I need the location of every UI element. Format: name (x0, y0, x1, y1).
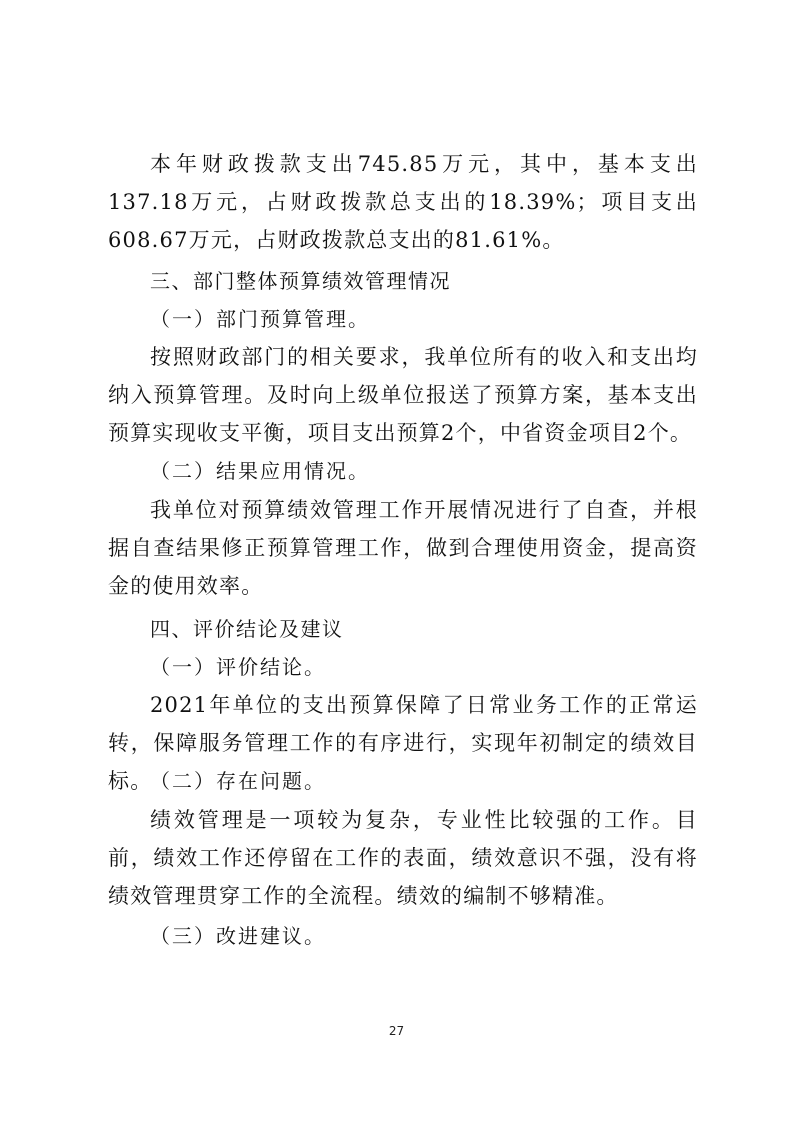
section-heading-4: 四、评价结论及建议 (150, 617, 344, 641)
paragraph-fiscal-expenditure: 本年财政拨款支出745.85万元，其中，基本支出137.18万元，占财政拨款总支出的18.39%；项目支出608.67万元，占财政拨款总支出的81.61%。 (108, 152, 698, 252)
paragraph-result-application: 我单位对预算绩效管理工作开展情况进行了自查，并根据自查结果修正预算管理工作，做到合理使用资金，提高资金的使用效率。 (108, 498, 698, 598)
section-heading-3: 三、部门整体预算绩效管理情况 (150, 269, 451, 293)
paragraph-budget-management: 按照财政部门的相关要求，我单位所有的收入和支出均纳入预算管理。及时向上级单位报送了预算方案，基本支出预算实现收支平衡，项目支出预算2个，中省资金项目2个。 (108, 345, 698, 445)
subsection-heading-3-1: （一）部门预算管理。 (150, 307, 370, 331)
paragraph-existing-problems: 绩效管理是一项较为复杂，专业性比较强的工作。目前，绩效工作还停留在工作的表面，绩效意识不强，没有将绩效管理贯穿工作的全流程。绩效的编制不够精准。 (108, 808, 698, 908)
subsection-heading-3-2: （二）结果应用情况。 (150, 459, 370, 483)
subsection-heading-4-1: （一）评价结论。 (150, 655, 326, 679)
paragraph-evaluation-conclusion: 2021年单位的支出预算保障了日常业务工作的正常运转，保障服务管理工作的有序进行，实现年初制定的绩效目标。 (108, 693, 698, 793)
subsection-heading-4-3: （三）改进建议。 (150, 924, 326, 948)
subsection-heading-4-2: （二）存在问题。 (150, 769, 326, 793)
page-number: 27 (388, 1024, 405, 1038)
